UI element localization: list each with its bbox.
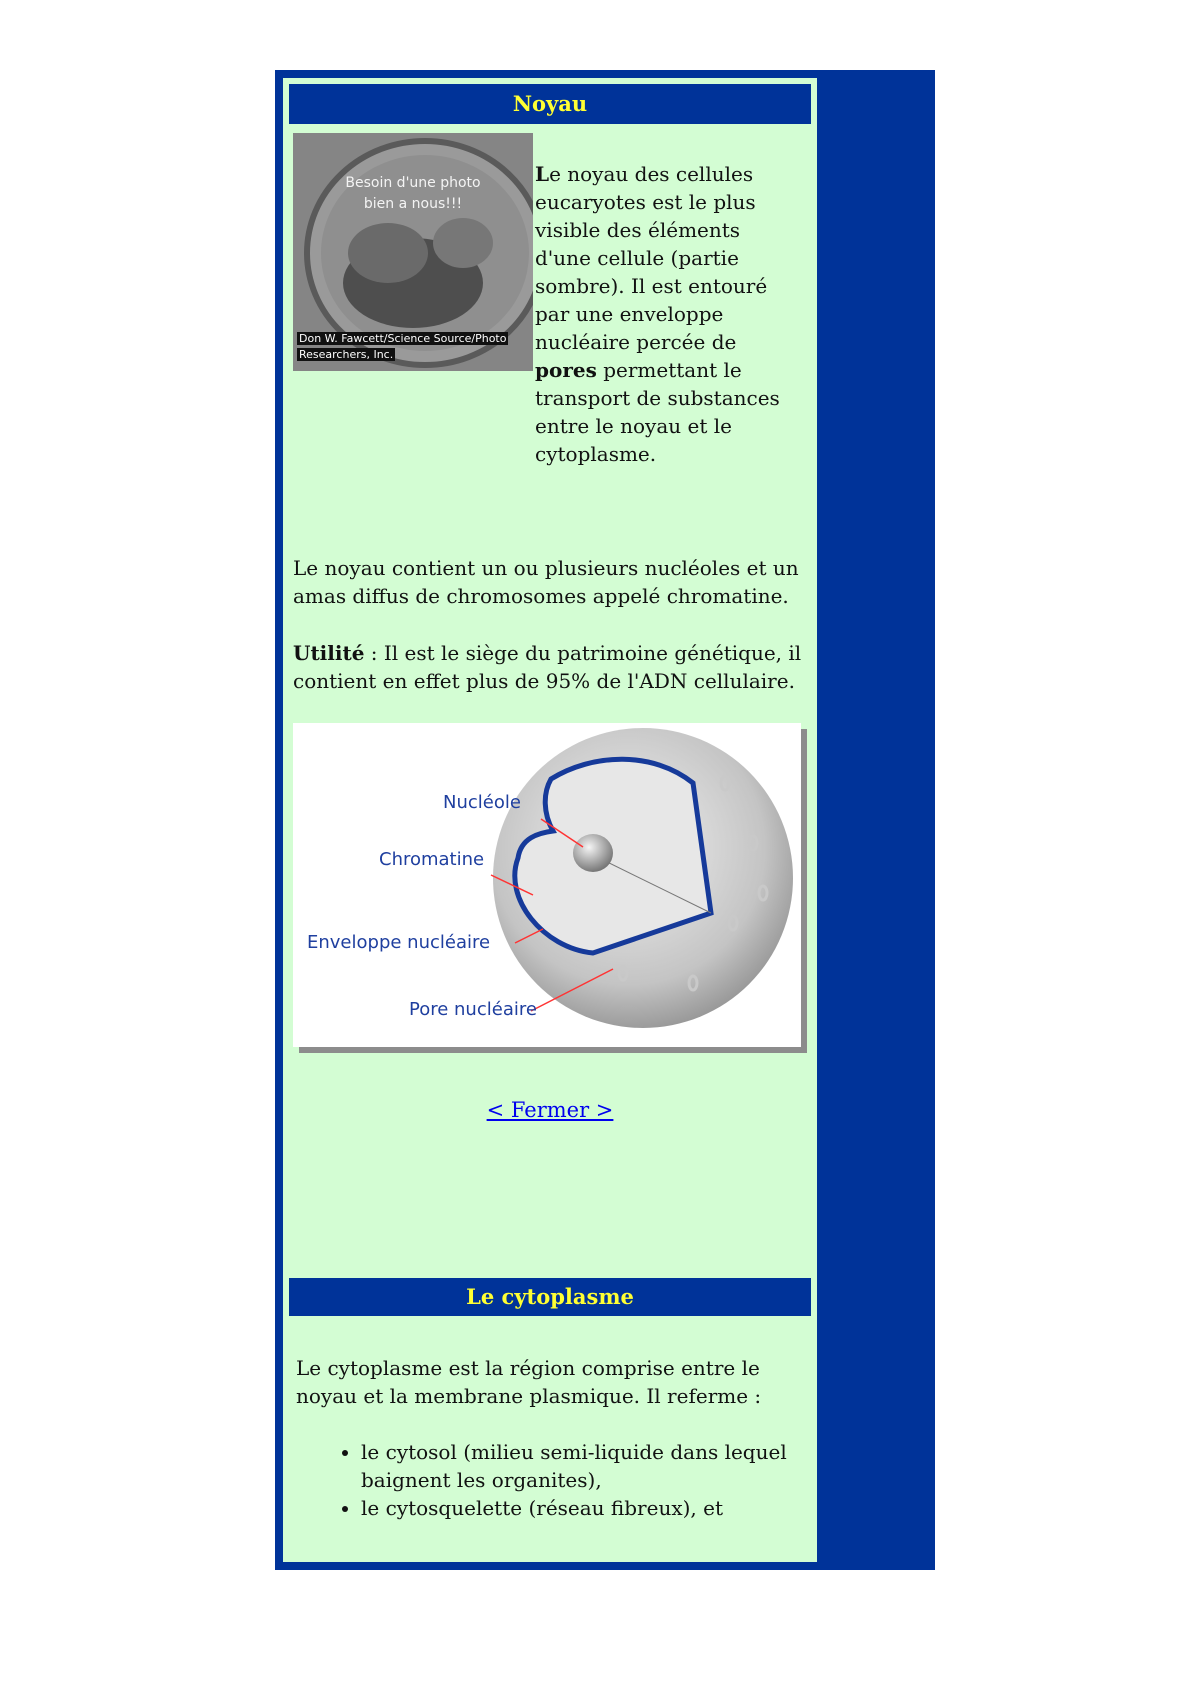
photo-overlay-line2: bien a nous!!! <box>363 196 463 212</box>
intro-text-2: permettant le transport de substances entre le noyau et le cytoplasme. <box>535 358 780 466</box>
close-link[interactable]: < Fermer > <box>486 1098 614 1122</box>
photo-credit <box>297 331 529 363</box>
list-item: • le cytosquelette (réseau fibreux), et <box>361 1494 813 1522</box>
label-pore: Pore nucléaire <box>409 999 537 1020</box>
intro-bold-pores: pores <box>535 358 597 382</box>
photo-overlay-text <box>293 173 533 215</box>
photo-credit-line1: Don W. Fawcett/Science Source/Photo <box>299 332 507 345</box>
cytoplasme-list <box>283 1438 813 1522</box>
label-nucleole: Nucléole <box>443 792 521 813</box>
nucleus-photo <box>293 133 533 371</box>
utilite-label: Utilité <box>293 641 365 665</box>
intro-text-1: e noyau des cellules eucaryotes est le plus visible des éléments d'une cellule (partie sombre). Il est entouré par une enveloppe nucléaire percée de <box>535 162 768 354</box>
label-chromatine: Chromatine <box>379 849 485 870</box>
label-enveloppe: Enveloppe nucléaire <box>307 932 491 953</box>
nucleus-diagram <box>293 723 807 1053</box>
section-header-noyau: Noyau <box>289 84 811 124</box>
nucleus-diagram-image <box>293 723 807 1053</box>
cytoplasme-list-container <box>283 1438 813 1522</box>
intro-dropcap: L <box>535 162 550 186</box>
close-link-container <box>283 1098 817 1122</box>
list-item: • le cytosol (milieu semi-liquide dans lequel baignent les organites), <box>361 1438 813 1494</box>
content-panel <box>283 78 817 1562</box>
noyau-intro <box>535 160 800 468</box>
section-header-cytoplasme: Le cytoplasme <box>289 1278 811 1316</box>
utilite-text: : Il est le siège du patrimoine génétique, il contient en effet plus de 95% de l'ADN cellulaire. <box>293 641 802 693</box>
cytoplasme-intro: Le cytoplasme est la région comprise entre le noyau et la membrane plasmique. Il referme : <box>296 1356 762 1408</box>
page-frame <box>275 70 935 1570</box>
noyau-paragraph-2: Le noyau contient un ou plusieurs nucléoles et un amas diffus de chromosomes appelé chromatine. <box>293 556 799 608</box>
photo-credit-line2: Researchers, Inc. <box>299 348 394 361</box>
photo-overlay-line1: Besoin d'une photo <box>345 175 481 191</box>
noyau-utilite <box>293 639 803 695</box>
